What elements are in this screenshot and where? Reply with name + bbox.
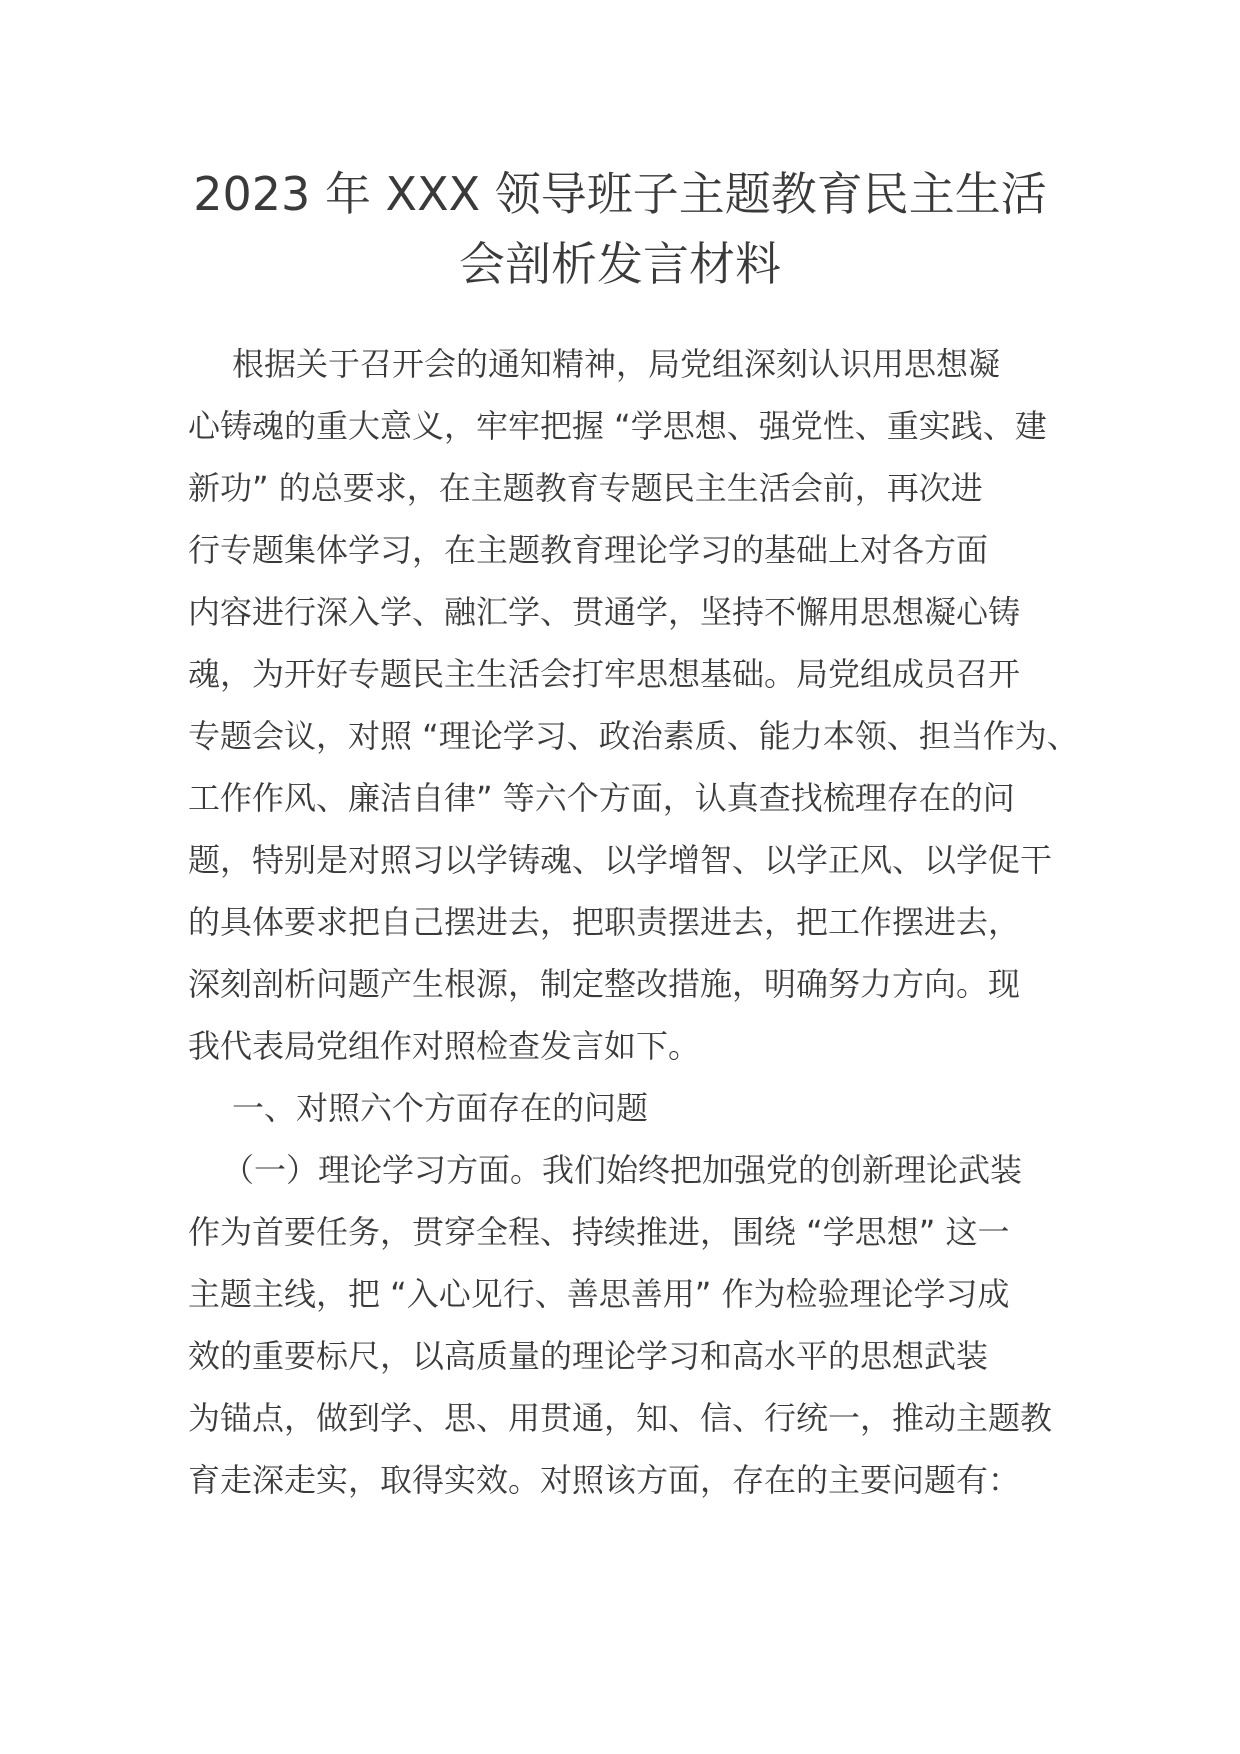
paragraph-line: 新功” 的总要求，在主题教育专题民主生活会前，再次进 (188, 469, 983, 507)
paragraph-line: 根据关于召开会的通知精神，局党组深刻认识用思想凝 (232, 345, 1001, 383)
document-title-line-2: 会剖析发言材料 (459, 237, 781, 291)
paragraph-line: 我代表局党组作对照检查发言如下。 (188, 1027, 701, 1065)
paragraph-line: 为锚点，做到学、思、用贯通，知、信、行统一，推动主题教 (188, 1399, 1053, 1437)
paragraph-line: 主题主线，把 “入心见行、善思善用” 作为检验理论学习成 (188, 1275, 1010, 1313)
paragraph-line: 效的重要标尺，以高质量的理论学习和高水平的思想武装 (188, 1337, 989, 1375)
paragraph-line: 的具体要求把自己摆进去，把职责摆进去，把工作摆进去， (188, 903, 1021, 941)
paragraph-line: 内容进行深入学、融汇学、贯通学，坚持不懈用思想凝心铸 (188, 593, 1021, 631)
document-title-line-1: 2023 年 XXX 领导班子主题教育民主生活 (193, 167, 1047, 221)
paragraph-line: 魂，为开好专题民主生活会打牢思想基础。局党组成员召开 (188, 655, 1021, 693)
paragraph-line: （一）理论学习方面。我们始终把加强党的创新理论武装 (222, 1151, 1023, 1189)
paragraph-line: 育走深走实，取得实效。对照该方面，存在的主要问题有： (188, 1461, 1021, 1499)
paragraph-line: 深刻剖析问题产生根源，制定整改措施，明确努力方向。现 (188, 965, 1021, 1003)
paragraph-line: 作为首要任务，贯穿全程、持续推进，围绕 “学思想” 这一 (188, 1213, 1010, 1251)
paragraph-line: 心铸魂的重大意义，牢牢把握 “学思想、强党性、重实践、建 (188, 407, 1047, 445)
section-heading: 一、对照六个方面存在的问题 (232, 1089, 649, 1127)
paragraph-line: 工作作风、廉洁自律” 等六个方面，认真查找梳理存在的问 (188, 779, 1015, 817)
paragraph-line: 题，特别是对照习以学铸魂、以学增智、以学正风、以学促干 (188, 841, 1053, 879)
paragraph-line: 行专题集体学习，在主题教育理论学习的基础上对各方面 (188, 531, 989, 569)
paragraph-line: 专题会议，对照 “理论学习、政治素质、能力本领、担当作为、 (188, 717, 1079, 755)
